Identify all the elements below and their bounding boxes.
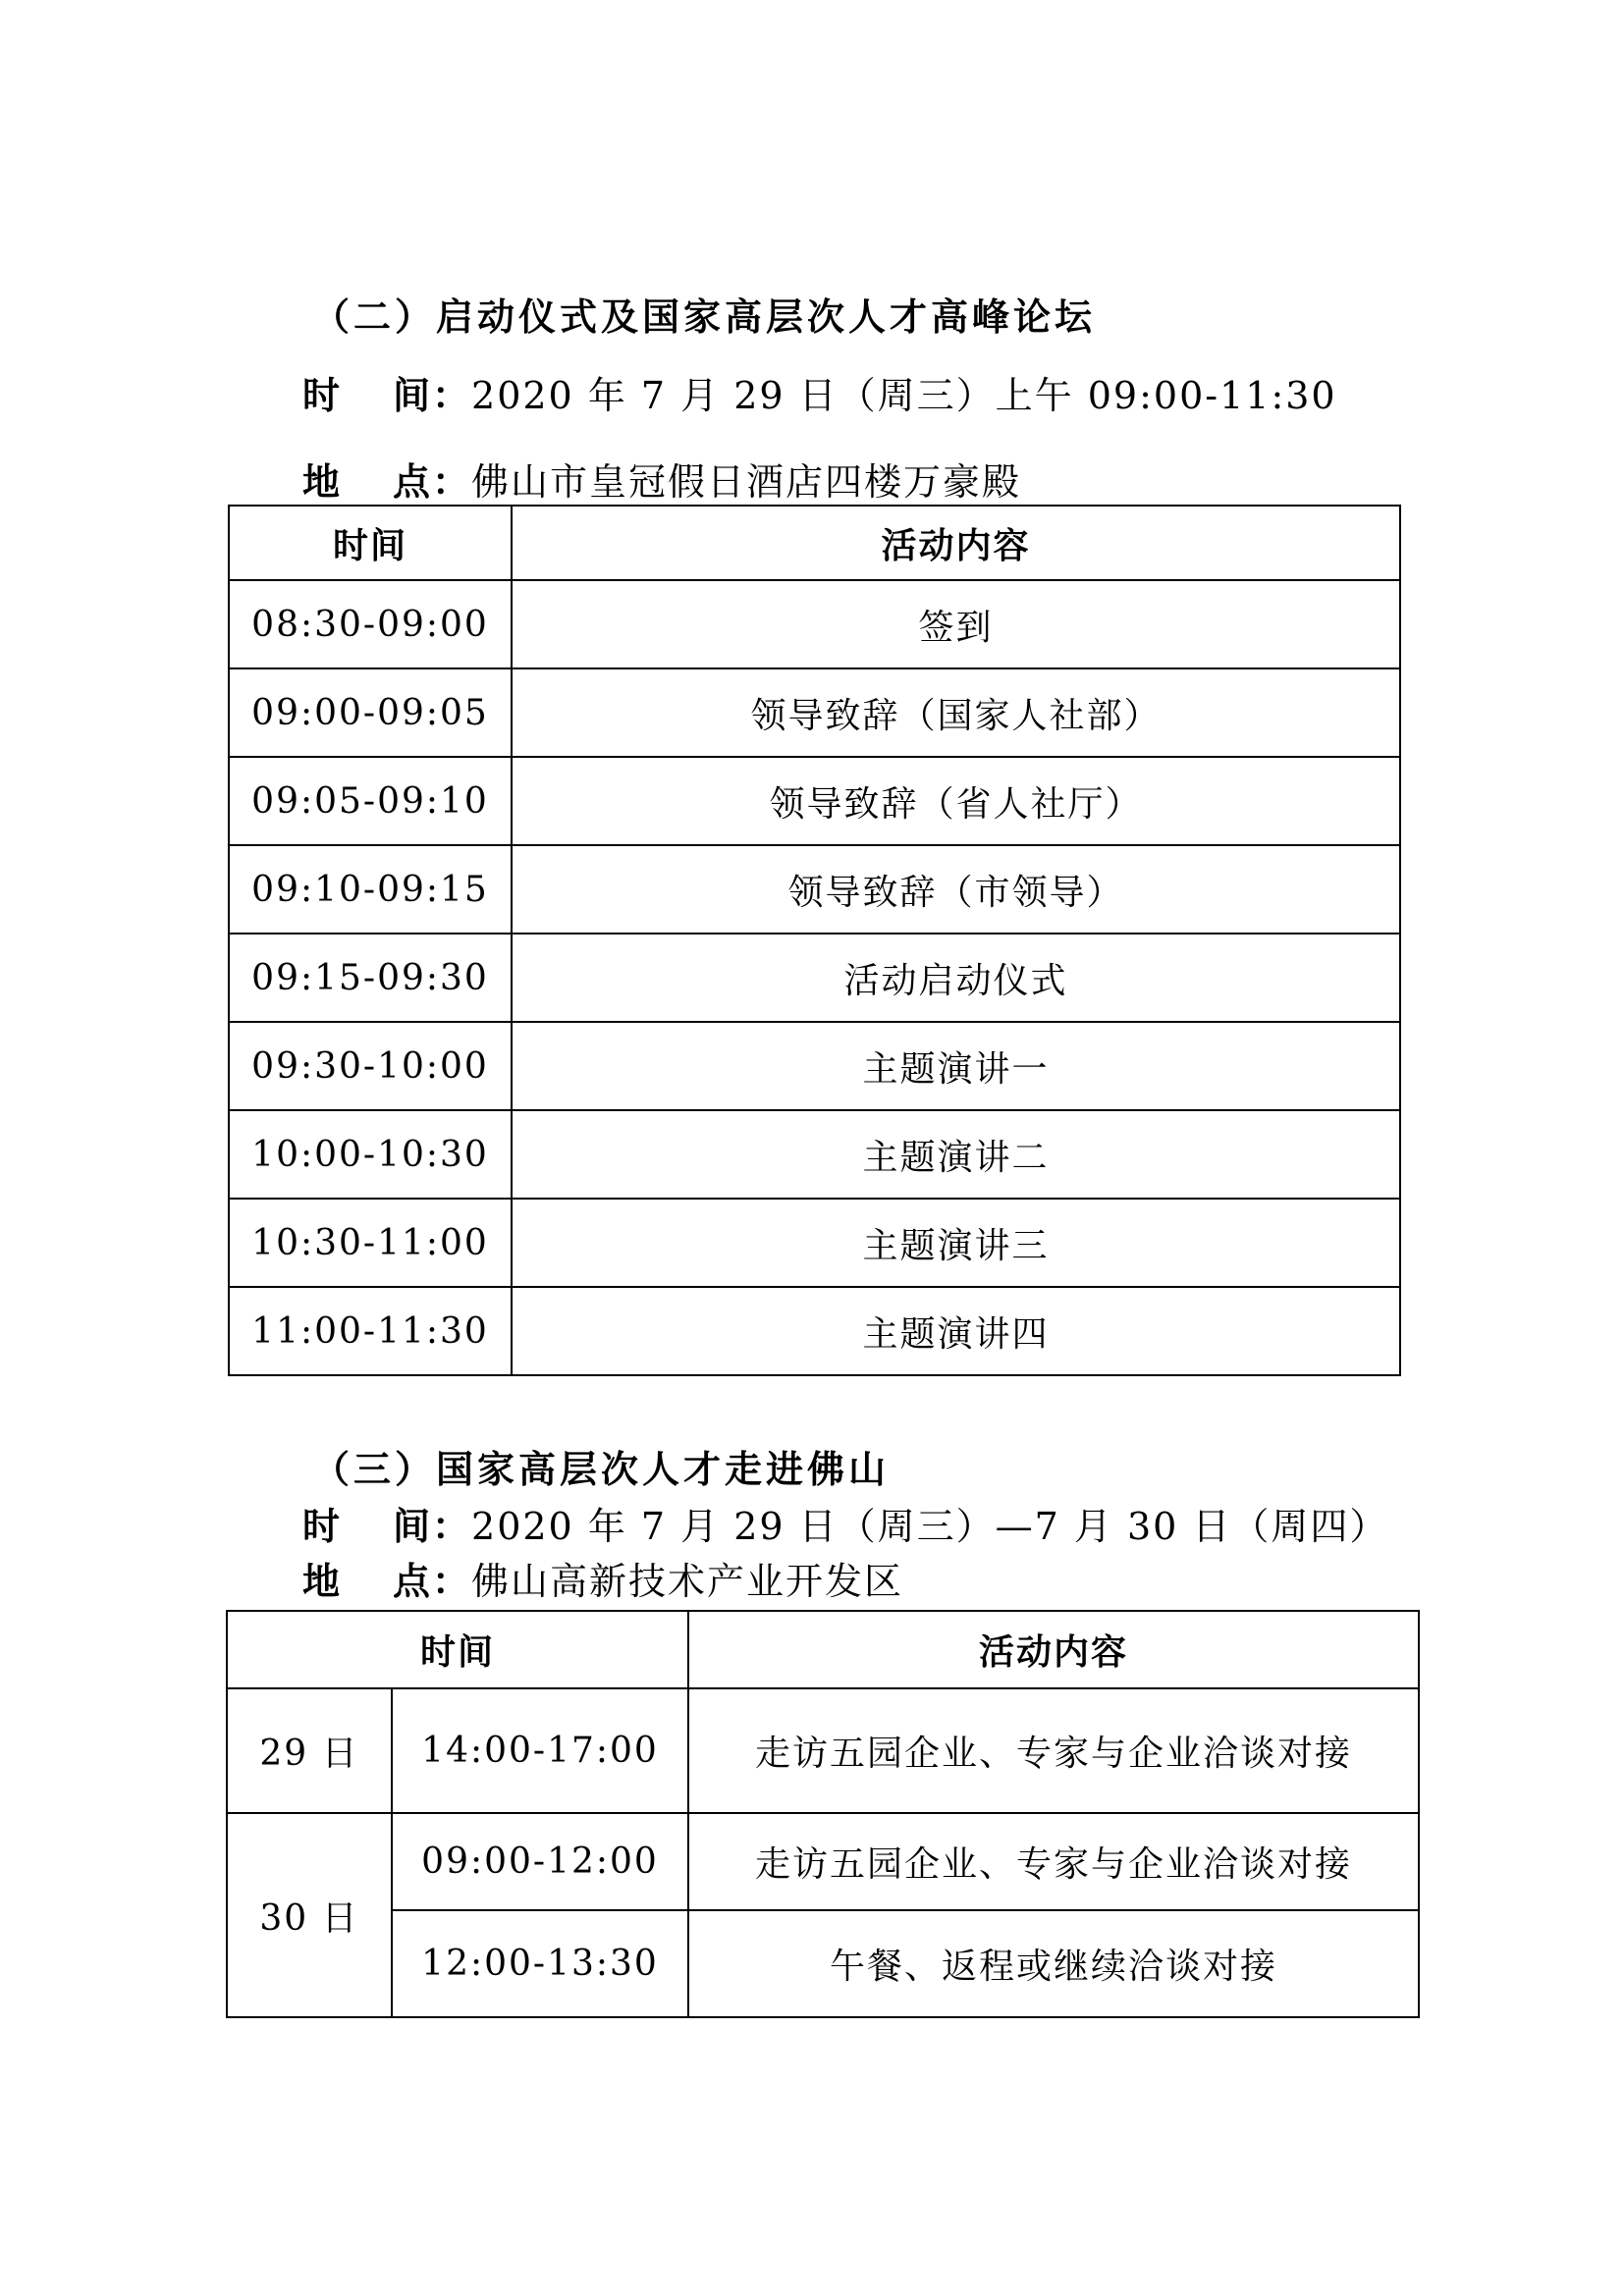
section3-place-value: 佛山高新技术产业开发区 [471,1560,904,1603]
row-time: 09:30-10:00 [229,1022,512,1110]
row-day: 30 日 [227,1813,392,2017]
row-time: 08:30-09:00 [229,580,512,668]
table-header-row [229,506,1400,580]
section3-place-line [302,1551,903,1605]
row-activity: 领导致辞（省人社厅） [512,757,1400,845]
row-time: 09:05-09:10 [229,757,512,845]
table-row [227,1688,1419,1813]
row-activity: 主题演讲二 [512,1110,1400,1199]
section2-place-line [302,452,1021,506]
forum-schedule-table [228,505,1401,1376]
row-time: 09:00-09:05 [229,668,512,757]
table-row [227,1910,1419,2017]
header-time: 时间 [229,506,512,580]
row-day: 29 日 [227,1688,392,1813]
table-row [229,757,1400,845]
header-activity: 活动内容 [512,506,1400,580]
row-time: 12:00-13:30 [392,1910,688,2017]
section3-time-value: 2020 年 7 月 29 日（周三）—7 月 30 日（周四） [471,1505,1389,1548]
section2-time-value: 2020 年 7 月 29 日（周三）上午 09:00-11:30 [471,374,1337,417]
place-label: 地 点： [302,459,472,504]
row-activity: 走访五园企业、专家与企业洽谈对接 [688,1688,1419,1813]
section2-heading: （二）启动仪式及国家高层次人才高峰论坛 [312,294,1097,339]
row-activity: 签到 [512,580,1400,668]
table-row [229,1199,1400,1287]
table-header-row [227,1611,1419,1688]
row-activity: 活动启动仪式 [512,934,1400,1022]
row-time: 10:00-10:30 [229,1110,512,1199]
row-time: 10:30-11:00 [229,1199,512,1287]
section2-time-line [302,365,1337,419]
row-activity: 领导致辞（市领导） [512,845,1400,934]
table-row [229,1110,1400,1199]
row-time: 11:00-11:30 [229,1287,512,1375]
row-time: 09:15-09:30 [229,934,512,1022]
row-activity: 走访五园企业、专家与企业洽谈对接 [688,1813,1419,1910]
table-row [227,1813,1419,1910]
row-time: 09:00-12:00 [392,1813,688,1910]
row-activity: 主题演讲三 [512,1199,1400,1287]
row-activity: 主题演讲一 [512,1022,1400,1110]
time-label: 时 间： [302,373,472,417]
time-label: 时 间： [302,1504,472,1548]
row-activity: 主题演讲四 [512,1287,1400,1375]
table-row [229,845,1400,934]
table-row [229,934,1400,1022]
row-time: 09:10-09:15 [229,845,512,934]
section2-place-value: 佛山市皇冠假日酒店四楼万豪殿 [471,460,1022,504]
row-time: 14:00-17:00 [392,1688,688,1813]
section3-time-line [302,1496,1388,1550]
table-row [229,580,1400,668]
header-activity: 活动内容 [688,1611,1419,1688]
section3-heading: （三）国家高层次人才走进佛山 [312,1447,891,1491]
table-row [229,1287,1400,1375]
visit-schedule-table [226,1610,1420,2018]
header-time: 时间 [227,1611,688,1688]
row-activity: 领导致辞（国家人社部） [512,668,1400,757]
place-label: 地 点： [302,1559,472,1603]
table-row [229,668,1400,757]
table-row [229,1022,1400,1110]
row-activity: 午餐、返程或继续洽谈对接 [688,1910,1419,2017]
